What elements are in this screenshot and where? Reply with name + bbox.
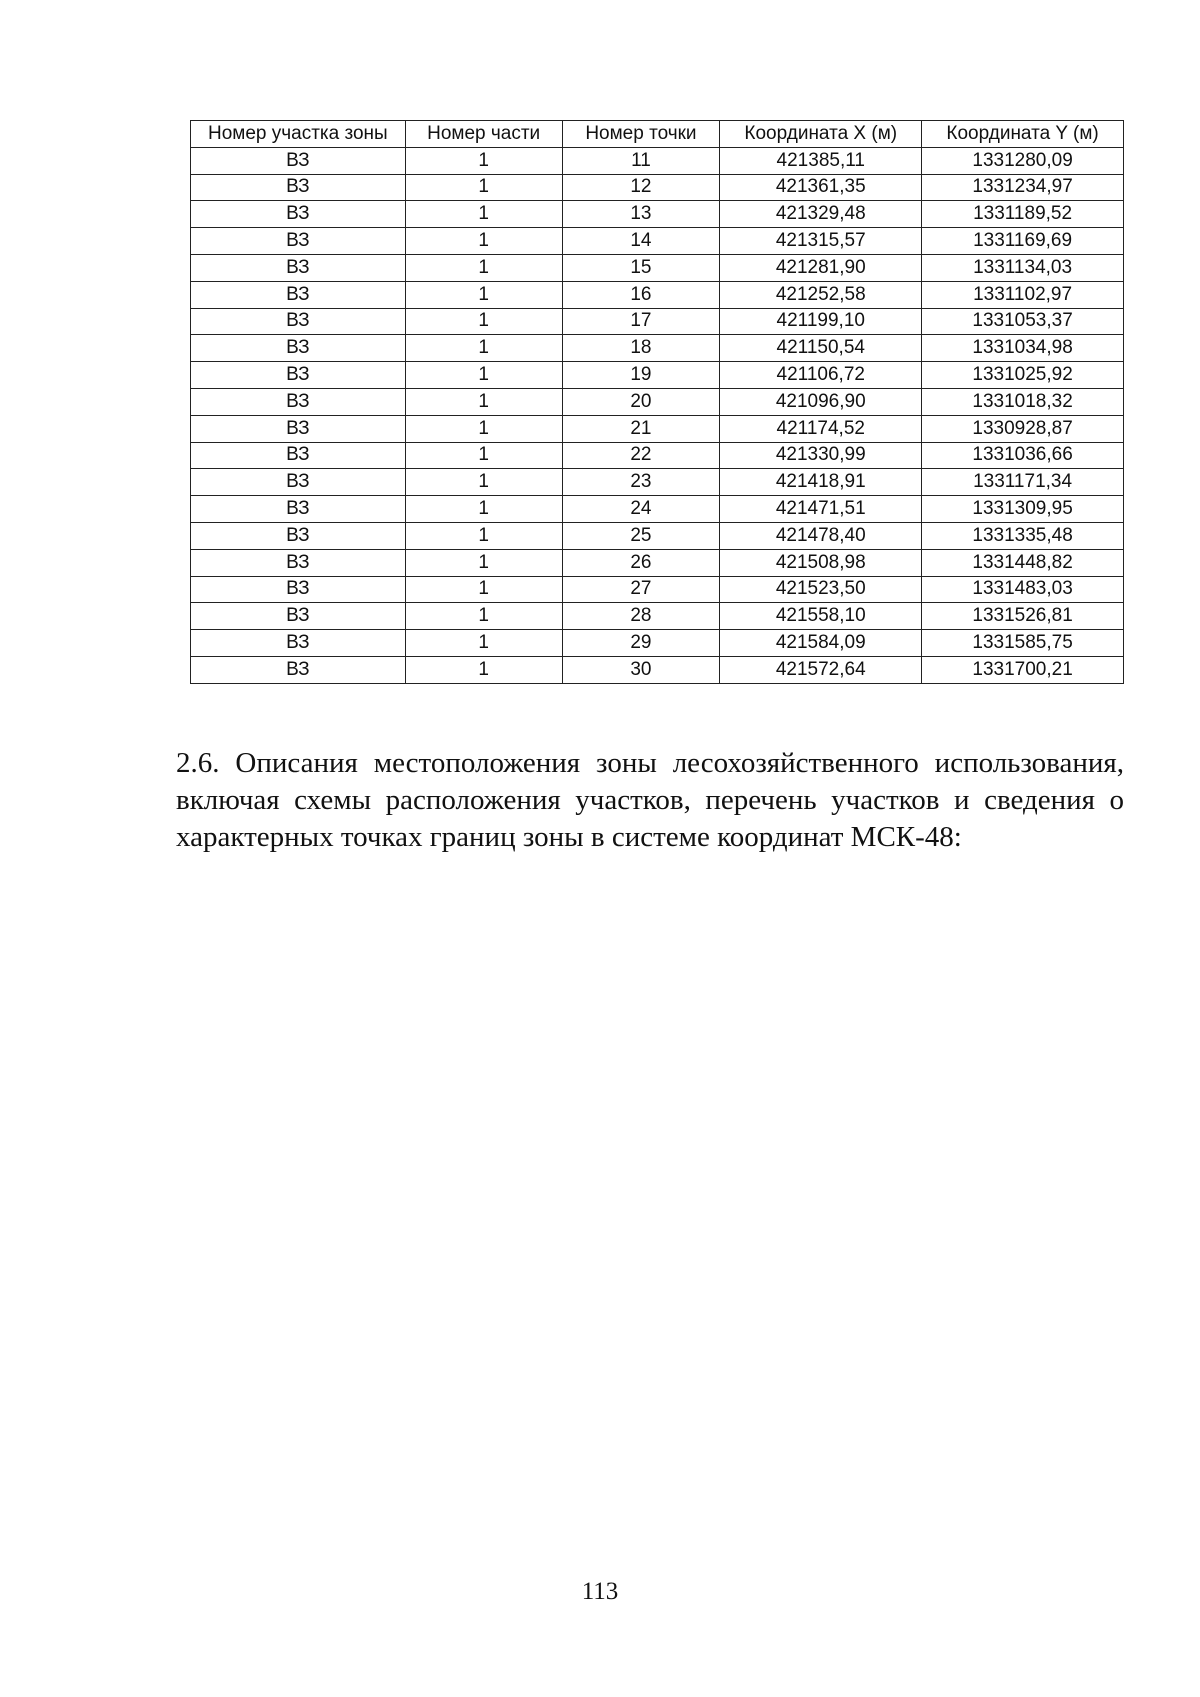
cell-coordinate-x: 421315,57 [720,228,922,255]
cell-zone-section: ВЗ [191,174,406,201]
cell-zone-section: ВЗ [191,388,406,415]
cell-point-number: 11 [562,147,720,174]
cell-point-number: 20 [562,388,720,415]
table-row [191,335,1124,362]
cell-coordinate-y: 1331134,03 [922,254,1124,281]
cell-coordinate-x: 421281,90 [720,254,922,281]
cell-zone-section: ВЗ [191,228,406,255]
cell-zone-section: ВЗ [191,656,406,683]
table-row [191,469,1124,496]
cell-point-number: 29 [562,630,720,657]
cell-part-number: 1 [405,362,562,389]
cell-zone-section: ВЗ [191,335,406,362]
section-paragraph: 2.6. Описания местоположения зоны лесохозяйственного использования, включая схемы расположения участков, перечень участков и сведения о характерных точках границ зоны в системе координат МСК-48: [176,747,1124,853]
cell-zone-section: ВЗ [191,362,406,389]
header-point-number: Номер точки [562,121,720,148]
cell-coordinate-y: 1331171,34 [922,469,1124,496]
cell-coordinate-y: 1331526,81 [922,603,1124,630]
header-zone-section: Номер участка зоны [191,121,406,148]
cell-coordinate-x: 421584,09 [720,630,922,657]
cell-coordinate-y: 1331335,48 [922,522,1124,549]
page-number: 113 [581,1578,619,1605]
cell-coordinate-y: 1330928,87 [922,415,1124,442]
table-row [191,630,1124,657]
cell-part-number: 1 [405,147,562,174]
cell-point-number: 28 [562,603,720,630]
cell-coordinate-x: 421106,72 [720,362,922,389]
table-header-row [191,121,1124,148]
coordinates-table [190,120,1124,684]
cell-point-number: 16 [562,281,720,308]
cell-zone-section: ВЗ [191,308,406,335]
table-row [191,281,1124,308]
table-row [191,496,1124,523]
cell-coordinate-y: 1331189,52 [922,201,1124,228]
cell-coordinate-x: 421252,58 [720,281,922,308]
cell-coordinate-x: 421150,54 [720,335,922,362]
cell-coordinate-y: 1331018,32 [922,388,1124,415]
cell-point-number: 14 [562,228,720,255]
cell-coordinate-x: 421418,91 [720,469,922,496]
cell-point-number: 27 [562,576,720,603]
cell-coordinate-y: 1331034,98 [922,335,1124,362]
cell-point-number: 30 [562,656,720,683]
cell-zone-section: ВЗ [191,630,406,657]
table-row [191,576,1124,603]
cell-part-number: 1 [405,308,562,335]
cell-point-number: 18 [562,335,720,362]
cell-point-number: 17 [562,308,720,335]
header-part-number: Номер части [405,121,562,148]
table-row [191,254,1124,281]
cell-part-number: 1 [405,281,562,308]
cell-zone-section: ВЗ [191,576,406,603]
cell-point-number: 12 [562,174,720,201]
cell-part-number: 1 [405,603,562,630]
cell-coordinate-x: 421508,98 [720,549,922,576]
cell-coordinate-y: 1331585,75 [922,630,1124,657]
header-coordinate-y: Координата Y (м) [922,121,1124,148]
cell-zone-section: ВЗ [191,147,406,174]
cell-coordinate-y: 1331448,82 [922,549,1124,576]
table-row [191,147,1124,174]
cell-coordinate-x: 421199,10 [720,308,922,335]
cell-zone-section: ВЗ [191,281,406,308]
cell-zone-section: ВЗ [191,415,406,442]
table-row [191,388,1124,415]
cell-coordinate-x: 421330,99 [720,442,922,469]
cell-part-number: 1 [405,254,562,281]
cell-coordinate-x: 421558,10 [720,603,922,630]
table-row [191,415,1124,442]
cell-part-number: 1 [405,630,562,657]
cell-zone-section: ВЗ [191,442,406,469]
cell-coordinate-x: 421523,50 [720,576,922,603]
header-coordinate-x: Координата X (м) [720,121,922,148]
cell-point-number: 21 [562,415,720,442]
cell-point-number: 13 [562,201,720,228]
cell-zone-section: ВЗ [191,254,406,281]
cell-coordinate-x: 421471,51 [720,496,922,523]
cell-part-number: 1 [405,388,562,415]
cell-part-number: 1 [405,174,562,201]
cell-point-number: 24 [562,496,720,523]
table-row [191,174,1124,201]
cell-part-number: 1 [405,415,562,442]
table-row [191,201,1124,228]
cell-zone-section: ВЗ [191,496,406,523]
cell-coordinate-x: 421096,90 [720,388,922,415]
cell-coordinate-x: 421572,64 [720,656,922,683]
table-body [191,147,1124,683]
cell-coordinate-x: 421174,52 [720,415,922,442]
cell-point-number: 26 [562,549,720,576]
cell-coordinate-y: 1331102,97 [922,281,1124,308]
cell-coordinate-y: 1331036,66 [922,442,1124,469]
cell-part-number: 1 [405,576,562,603]
cell-part-number: 1 [405,522,562,549]
cell-part-number: 1 [405,228,562,255]
table-row [191,549,1124,576]
table-row [191,308,1124,335]
cell-coordinate-y: 1331025,92 [922,362,1124,389]
cell-coordinate-y: 1331309,95 [922,496,1124,523]
cell-zone-section: ВЗ [191,603,406,630]
cell-zone-section: ВЗ [191,201,406,228]
cell-part-number: 1 [405,656,562,683]
cell-part-number: 1 [405,469,562,496]
cell-point-number: 15 [562,254,720,281]
cell-part-number: 1 [405,335,562,362]
cell-coordinate-y: 1331053,37 [922,308,1124,335]
cell-point-number: 25 [562,522,720,549]
cell-part-number: 1 [405,496,562,523]
cell-coordinate-x: 421329,48 [720,201,922,228]
cell-coordinate-y: 1331234,97 [922,174,1124,201]
cell-part-number: 1 [405,549,562,576]
table-row [191,656,1124,683]
cell-zone-section: ВЗ [191,522,406,549]
table-row [191,603,1124,630]
table-row [191,228,1124,255]
cell-coordinate-y: 1331280,09 [922,147,1124,174]
cell-coordinate-x: 421385,11 [720,147,922,174]
cell-coordinate-x: 421478,40 [720,522,922,549]
table-row [191,362,1124,389]
cell-coordinate-y: 1331700,21 [922,656,1124,683]
cell-point-number: 22 [562,442,720,469]
table-row [191,442,1124,469]
cell-zone-section: ВЗ [191,549,406,576]
cell-part-number: 1 [405,201,562,228]
cell-coordinate-y: 1331169,69 [922,228,1124,255]
cell-coordinate-x: 421361,35 [720,174,922,201]
cell-zone-section: ВЗ [191,469,406,496]
cell-point-number: 19 [562,362,720,389]
cell-point-number: 23 [562,469,720,496]
table-row [191,522,1124,549]
cell-part-number: 1 [405,442,562,469]
cell-coordinate-y: 1331483,03 [922,576,1124,603]
